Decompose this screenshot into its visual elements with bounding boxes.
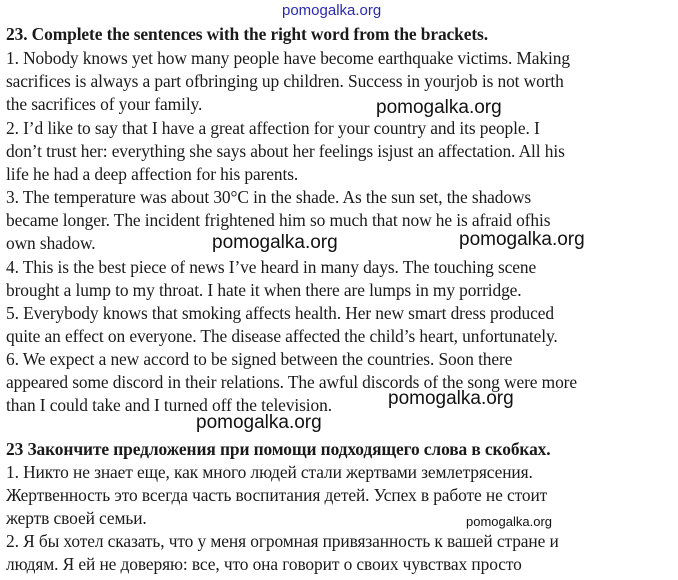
watermark: pomogalka.org (459, 229, 585, 250)
text-line: brought a lump to my throat. I hate it when there are lumps in my porridge. (6, 280, 522, 300)
text-line: own shadow. (6, 233, 96, 253)
watermark: pomogalka.org (466, 514, 552, 529)
text-line: don’t trust her: everything she says about her feelings isjust an affectation. All his (6, 141, 565, 161)
watermark: pomogalka.org (388, 388, 514, 409)
text-line: 1. Nobody knows yet how many people have become earthquake victims. Making (6, 48, 570, 68)
text-line: quite an effect on everyone. The disease affected the child’s heart, unfortunately. (6, 326, 558, 346)
text-line: became longer. The incident frightened him so much that now he is afraid ofhis (6, 210, 551, 230)
watermark-top: pomogalka.org (282, 2, 382, 19)
text-line: Жертвенность это всегда часть воспитания детей. Успех в работе не стоит (6, 485, 548, 505)
text-line: 2. Я бы хотел сказать, что у меня огромная привязанность к вашей стране и (6, 531, 559, 551)
watermark: pomogalka.org (196, 412, 322, 433)
text-line: the sacrifices of your family. (6, 94, 203, 114)
text-line: 2. I’d like to say that I have a great affection for your country and its people. I (6, 118, 540, 138)
text-line: life he had a deep affection for his parents. (6, 164, 299, 184)
watermark: pomogalka.org (212, 232, 338, 253)
text-line: 5. Everybody knows that smoking affects health. Her new smart dress produced (6, 303, 554, 323)
text-line: sacrifices is always a part ofbringing up children. Success in yourjob is not worth (6, 71, 564, 91)
exercise-heading-english: 23. Complete the sentences with the right word from the brackets. (6, 24, 488, 44)
text-line: 4. This is the best piece of news I’ve heard in many days. The touching scene (6, 257, 537, 277)
text-line: жертв своей семьи. (6, 508, 147, 528)
watermark: pomogalka.org (376, 97, 502, 118)
text-line: appeared some discord in their relations. The awful discords of the song were more (6, 372, 577, 392)
exercise-heading-russian: 23 Закончите предложения при помощи подходящего слова в скобках. (6, 439, 551, 459)
text-line: 1. Никто не знает еще, как много людей стали жертвами землетрясения. (6, 462, 533, 482)
text-line: людям. Я ей не доверяю: все, что она говорит о своих чувствах просто (6, 554, 522, 574)
text-line: 6. We expect a new accord to be signed between the countries. Soon there (6, 349, 513, 369)
text-line: than I could take and I turned off the television. (6, 395, 332, 415)
text-line: 3. The temperature was about 30°C in the shade. As the sun set, the shadows (6, 187, 532, 207)
